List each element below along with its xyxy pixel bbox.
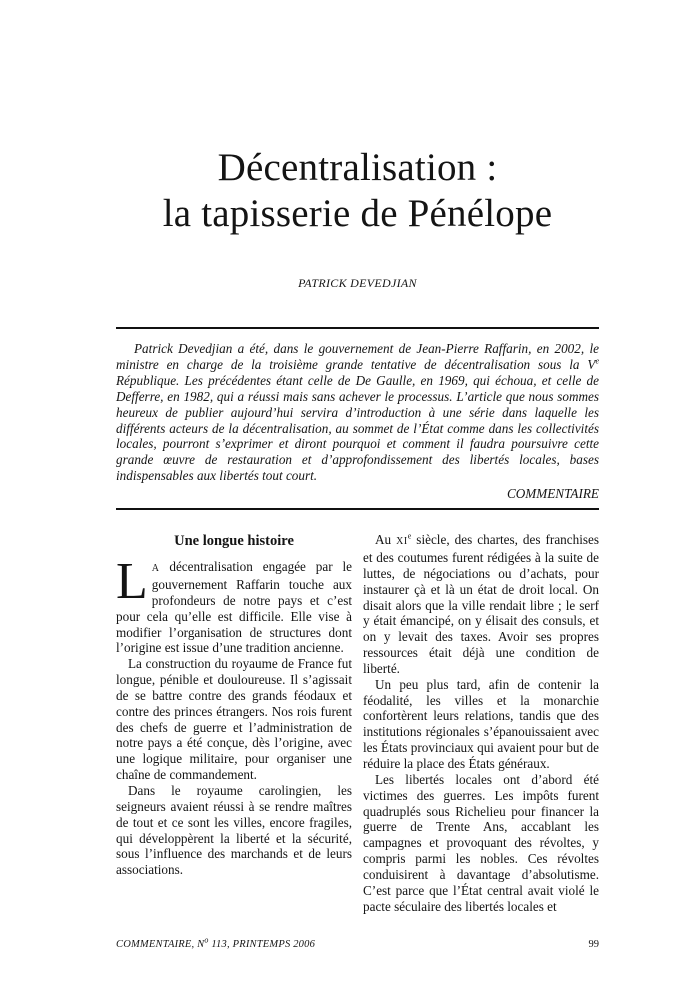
- abstract-superscript: e: [595, 356, 599, 366]
- century-superscript: e: [407, 531, 412, 541]
- page-number: 99: [588, 939, 599, 951]
- paragraph-text: décentralisation engagée par le gouvernement Raffarin touche aux profondeurs de notre pays et c’est pour cela qu’elle est difficile. Elle vise à modifier l’organisation de structures dont l’origine est issue d’une tradition ancienne.: [116, 559, 352, 656]
- journal-name: COMMENTAIRE, N: [116, 939, 205, 951]
- paragraph: [116, 553, 352, 656]
- article-title-line-2: la tapisserie de Pénélope: [162, 192, 553, 235]
- abstract-text-part-1: Patrick Devedjian a été, dans le gouvernement de Jean-Pierre Raffarin, en 2002, le ministre en charge de la troisième grande tentative de décentralisation sous la V: [116, 341, 599, 372]
- paragraph: Les libertés locales ont d’abord été victimes des guerres. Les impôts furent quadruplés sous Richelieu pour financer la guerre de Trente Ans, accablant les campagnes et provoquant des révoltes, y compris parmi les nobles. Ces révoltes conduisirent à davantage d’absolutisme. C’est parce que l’État central avait violé le pacte séculaire des libertés locales et: [363, 771, 599, 914]
- article-author: PATRICK DEVEDJIAN: [298, 276, 417, 290]
- abstract-bottom-rule: [116, 508, 599, 510]
- abstract-text: [116, 341, 599, 484]
- paragraph: Dans le royaume carolingien, les seigneurs avaient réussi à se rendre maîtres de tout et ce sont les villes, encore fragiles, qui développèrent la liberté et la sécurité, sous l’influence des marchands et de leurs associations.: [116, 782, 352, 878]
- paragraph-text: siècle, des chartes, des franchises et des coutumes furent rédigées à la suite de luttes, de négociations ou d’achats, pour instaurer çà et là un état de droit local. On disait alors que la ville rendait libre ; le serf y était émancipé, on y élisait des consuls, et on y levait des taxes. Avoir ses propres ressources était déjà une condition de liberté.: [363, 532, 599, 676]
- section-heading: Une longue histoire: [174, 533, 294, 550]
- century-numeral: XI: [396, 536, 408, 548]
- journal-number-superscript: o: [204, 935, 209, 945]
- body-columns: [116, 532, 599, 914]
- journal-issue: 113, PRINTEMPS 2006: [208, 939, 316, 951]
- paragraph: La construction du royaume de France fut longue, pénible et douloureuse. Il s’agissait de se battre contre des grands féodaux et contre des princes étrangers. Nos rois furent des chefs de guerre et l’administration de notre pays a été conçue, dès l’origine, avec une logique militaire, pour organiser une chaîne de commandement.: [116, 656, 352, 783]
- paragraph-text: Au: [375, 532, 397, 548]
- article-page: [116, 0, 599, 991]
- drop-cap: L: [116, 553, 148, 611]
- journal-footer: [116, 935, 316, 951]
- paragraph: [363, 532, 599, 677]
- abstract-top-rule: [116, 327, 599, 329]
- page-footer: [116, 935, 599, 951]
- abstract-signature: COMMENTAIRE: [506, 486, 599, 502]
- body-column-left: [116, 532, 352, 914]
- article-title: [116, 145, 599, 237]
- paragraph: Un peu plus tard, afin de contenir la féodalité, les villes et la monarchie confortèrent leurs relations, tandis que des institutions régionales s’épanouissaient avec les États provinciaux qui avaient pour but de réduire la place des États généraux.: [363, 676, 599, 771]
- body-column-right: [363, 532, 599, 914]
- article-title-line-1: Décentralisation :: [217, 146, 498, 189]
- small-cap-letter: A: [151, 563, 160, 575]
- abstract-text-part-2: République. Les précédentes étant celle de De Gaulle, en 1969, qui échoua, et celle de Defferre, en 1982, qui a réussi mais sans achever le processus. L’article que nous sommes heureux de publier aujourd’hui servira d’introduction à une série dans laquelle les différents acteurs de la décentralisation, au sommet de l’État comme dans les collectivités locales, pourront s’exprimer et diront pourquoi et comment il faudra poursuivre cette grande œuvre de restauration et d’approfondissement des libertés locales, bases indispensables aux libertés tout court.: [116, 372, 599, 484]
